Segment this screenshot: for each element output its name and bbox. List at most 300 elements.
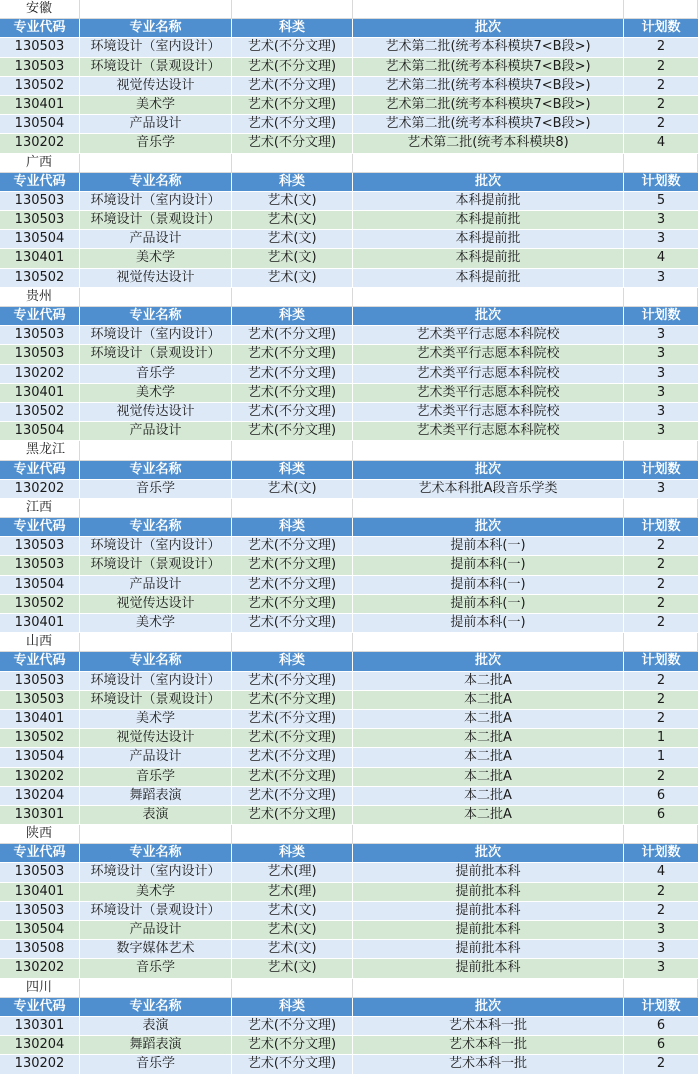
- plan-count-cell: 4: [624, 249, 698, 267]
- table-row: [0, 576, 698, 595]
- major-name-cell: 产品设计: [80, 422, 232, 440]
- major-name-cell: 美术学: [80, 614, 232, 632]
- header-subject-category: 科类: [232, 307, 353, 325]
- header-row: [0, 19, 698, 38]
- empty-cell: [624, 979, 698, 997]
- plan-count-cell: 3: [624, 211, 698, 229]
- province-name: 山西: [0, 633, 80, 651]
- province-row: [0, 0, 698, 19]
- subject-category-cell: 艺术(不分文理): [232, 403, 353, 421]
- empty-cell: [624, 0, 698, 18]
- major-name-cell: 环境设计（景观设计）: [80, 58, 232, 76]
- subject-category-cell: 艺术(不分文理): [232, 326, 353, 344]
- table-row: [0, 422, 698, 441]
- admission-batch-cell: 本科提前批: [353, 230, 624, 248]
- admission-batch-cell: 提前批本科: [353, 883, 624, 901]
- major-code-cell: 130503: [0, 38, 80, 56]
- province-row: [0, 441, 698, 460]
- table-row: [0, 192, 698, 211]
- subject-category-cell: 艺术(不分文理): [232, 96, 353, 114]
- header-plan-count: 计划数: [624, 652, 698, 670]
- plan-count-cell: 3: [624, 940, 698, 958]
- subject-category-cell: 艺术(文): [232, 230, 353, 248]
- admission-batch-cell: 本二批A: [353, 768, 624, 786]
- province-name: 四川: [0, 979, 80, 997]
- major-code-cell: 130202: [0, 480, 80, 498]
- empty-cell: [624, 154, 698, 172]
- major-name-cell: 美术学: [80, 883, 232, 901]
- major-code-cell: 130502: [0, 403, 80, 421]
- plan-count-cell: 1: [624, 748, 698, 766]
- admission-batch-cell: 艺术本科一批: [353, 1036, 624, 1054]
- header-plan-count: 计划数: [624, 461, 698, 479]
- major-code-cell: 130503: [0, 902, 80, 920]
- major-name-cell: 环境设计（景观设计）: [80, 691, 232, 709]
- header-subject-category: 科类: [232, 844, 353, 862]
- subject-category-cell: 艺术(理): [232, 883, 353, 901]
- header-row: [0, 844, 698, 863]
- major-name-cell: 视觉传达设计: [80, 403, 232, 421]
- plan-count-cell: 2: [624, 115, 698, 133]
- subject-category-cell: 艺术(文): [232, 192, 353, 210]
- header-row: [0, 307, 698, 326]
- plan-count-cell: 3: [624, 921, 698, 939]
- table-row: [0, 729, 698, 748]
- header-major-name: 专业名称: [80, 518, 232, 536]
- header-admission-batch: 批次: [353, 461, 624, 479]
- table-row: [0, 269, 698, 288]
- empty-cell: [232, 441, 353, 459]
- subject-category-cell: 艺术(不分文理): [232, 614, 353, 632]
- table-row: [0, 537, 698, 556]
- subject-category-cell: 艺术(不分文理): [232, 576, 353, 594]
- major-name-cell: 美术学: [80, 384, 232, 402]
- admission-batch-cell: 提前本科(一): [353, 537, 624, 555]
- header-admission-batch: 批次: [353, 518, 624, 536]
- table-row: [0, 710, 698, 729]
- table-row: [0, 863, 698, 882]
- empty-cell: [80, 154, 232, 172]
- header-subject-category: 科类: [232, 19, 353, 37]
- empty-cell: [624, 441, 698, 459]
- admission-batch-cell: 本二批A: [353, 806, 624, 824]
- subject-category-cell: 艺术(不分文理): [232, 710, 353, 728]
- major-code-cell: 130502: [0, 595, 80, 613]
- major-name-cell: 视觉传达设计: [80, 595, 232, 613]
- subject-category-cell: 艺术(文): [232, 211, 353, 229]
- header-plan-count: 计划数: [624, 307, 698, 325]
- admission-batch-cell: 本二批A: [353, 748, 624, 766]
- table-row: [0, 58, 698, 77]
- table-row: [0, 940, 698, 959]
- admission-batch-cell: 提前批本科: [353, 940, 624, 958]
- admission-batch-cell: 艺术本科一批: [353, 1017, 624, 1035]
- header-row: [0, 461, 698, 480]
- major-name-cell: 视觉传达设计: [80, 269, 232, 287]
- plan-count-cell: 6: [624, 1036, 698, 1054]
- admission-batch-cell: 提前本科(一): [353, 595, 624, 613]
- header-major-name: 专业名称: [80, 844, 232, 862]
- empty-cell: [353, 499, 624, 517]
- header-admission-batch: 批次: [353, 844, 624, 862]
- major-name-cell: 舞蹈表演: [80, 1036, 232, 1054]
- empty-cell: [80, 633, 232, 651]
- header-major-code: 专业代码: [0, 998, 80, 1016]
- plan-count-cell: 6: [624, 1017, 698, 1035]
- major-code-cell: 130202: [0, 1055, 80, 1073]
- admission-batch-cell: 本二批A: [353, 787, 624, 805]
- admission-batch-cell: 艺术类平行志愿本科院校: [353, 345, 624, 363]
- major-code-cell: 130503: [0, 672, 80, 690]
- major-code-cell: 130504: [0, 576, 80, 594]
- plan-count-cell: 2: [624, 902, 698, 920]
- plan-count-cell: 2: [624, 556, 698, 574]
- table-row: [0, 249, 698, 268]
- province-row: [0, 633, 698, 652]
- admission-batch-cell: 艺术类平行志愿本科院校: [353, 422, 624, 440]
- table-row: [0, 384, 698, 403]
- subject-category-cell: 艺术(不分文理): [232, 691, 353, 709]
- admission-batch-cell: 艺术类平行志愿本科院校: [353, 403, 624, 421]
- table-row: [0, 902, 698, 921]
- empty-cell: [232, 499, 353, 517]
- empty-cell: [80, 288, 232, 306]
- header-subject-category: 科类: [232, 652, 353, 670]
- major-name-cell: 产品设计: [80, 921, 232, 939]
- province-name: 广西: [0, 154, 80, 172]
- major-code-cell: 130503: [0, 863, 80, 881]
- major-code-cell: 130504: [0, 422, 80, 440]
- plan-count-cell: 3: [624, 230, 698, 248]
- major-code-cell: 130503: [0, 58, 80, 76]
- empty-cell: [353, 288, 624, 306]
- major-code-cell: 130401: [0, 883, 80, 901]
- table-row: [0, 38, 698, 57]
- header-plan-count: 计划数: [624, 19, 698, 37]
- admission-batch-cell: 提前批本科: [353, 863, 624, 881]
- empty-cell: [80, 499, 232, 517]
- major-code-cell: 130202: [0, 365, 80, 383]
- header-major-code: 专业代码: [0, 652, 80, 670]
- province-name: 江西: [0, 499, 80, 517]
- subject-category-cell: 艺术(不分文理): [232, 768, 353, 786]
- plan-count-cell: 3: [624, 365, 698, 383]
- plan-count-cell: 2: [624, 38, 698, 56]
- plan-count-cell: 2: [624, 672, 698, 690]
- empty-cell: [353, 154, 624, 172]
- header-major-code: 专业代码: [0, 19, 80, 37]
- admission-batch-cell: 艺术第二批(统考本科模块7<B段>): [353, 115, 624, 133]
- province-row: [0, 979, 698, 998]
- empty-cell: [80, 825, 232, 843]
- table-row: [0, 115, 698, 134]
- table-row: [0, 1017, 698, 1036]
- subject-category-cell: 艺术(不分文理): [232, 58, 353, 76]
- major-code-cell: 130401: [0, 96, 80, 114]
- table-row: [0, 806, 698, 825]
- major-code-cell: 130204: [0, 1036, 80, 1054]
- plan-count-cell: 3: [624, 422, 698, 440]
- header-major-code: 专业代码: [0, 461, 80, 479]
- table-row: [0, 595, 698, 614]
- subject-category-cell: 艺术(不分文理): [232, 1036, 353, 1054]
- admission-batch-cell: 艺术类平行志愿本科院校: [353, 365, 624, 383]
- admission-batch-cell: 本科提前批: [353, 211, 624, 229]
- table-row: [0, 883, 698, 902]
- header-major-name: 专业名称: [80, 173, 232, 191]
- header-subject-category: 科类: [232, 173, 353, 191]
- subject-category-cell: 艺术(文): [232, 249, 353, 267]
- subject-category-cell: 艺术(不分文理): [232, 134, 353, 152]
- major-name-cell: 数字媒体艺术: [80, 940, 232, 958]
- subject-category-cell: 艺术(不分文理): [232, 556, 353, 574]
- admission-batch-cell: 本科提前批: [353, 192, 624, 210]
- header-plan-count: 计划数: [624, 518, 698, 536]
- major-code-cell: 130401: [0, 614, 80, 632]
- major-code-cell: 130503: [0, 537, 80, 555]
- empty-cell: [624, 825, 698, 843]
- table-row: [0, 768, 698, 787]
- table-row: [0, 691, 698, 710]
- plan-count-cell: 2: [624, 77, 698, 95]
- empty-cell: [232, 825, 353, 843]
- header-subject-category: 科类: [232, 518, 353, 536]
- plan-count-cell: 2: [624, 96, 698, 114]
- major-code-cell: 130502: [0, 729, 80, 747]
- major-code-cell: 130301: [0, 806, 80, 824]
- header-plan-count: 计划数: [624, 998, 698, 1016]
- major-code-cell: 130204: [0, 787, 80, 805]
- header-major-name: 专业名称: [80, 998, 232, 1016]
- major-code-cell: 130504: [0, 115, 80, 133]
- empty-cell: [353, 0, 624, 18]
- subject-category-cell: 艺术(不分文理): [232, 672, 353, 690]
- plan-count-cell: 3: [624, 959, 698, 977]
- admission-batch-cell: 提前批本科: [353, 921, 624, 939]
- subject-category-cell: 艺术(文): [232, 902, 353, 920]
- province-name: 安徽: [0, 0, 80, 18]
- empty-cell: [232, 979, 353, 997]
- major-name-cell: 美术学: [80, 249, 232, 267]
- header-admission-batch: 批次: [353, 173, 624, 191]
- table-row: [0, 345, 698, 364]
- admission-batch-cell: 艺术本科一批: [353, 1055, 624, 1073]
- major-name-cell: 产品设计: [80, 115, 232, 133]
- subject-category-cell: 艺术(不分文理): [232, 595, 353, 613]
- empty-cell: [353, 441, 624, 459]
- header-row: [0, 518, 698, 537]
- major-code-cell: 130401: [0, 249, 80, 267]
- major-code-cell: 130503: [0, 192, 80, 210]
- major-name-cell: 环境设计（景观设计）: [80, 345, 232, 363]
- major-name-cell: 环境设计（室内设计）: [80, 38, 232, 56]
- header-admission-batch: 批次: [353, 307, 624, 325]
- major-code-cell: 130503: [0, 326, 80, 344]
- subject-category-cell: 艺术(文): [232, 269, 353, 287]
- admission-batch-cell: 提前本科(一): [353, 614, 624, 632]
- plan-count-cell: 4: [624, 134, 698, 152]
- header-major-code: 专业代码: [0, 844, 80, 862]
- major-code-cell: 130401: [0, 710, 80, 728]
- subject-category-cell: 艺术(不分文理): [232, 77, 353, 95]
- major-name-cell: 环境设计（景观设计）: [80, 556, 232, 574]
- subject-category-cell: 艺术(不分文理): [232, 384, 353, 402]
- header-major-code: 专业代码: [0, 173, 80, 191]
- admission-batch-cell: 提前批本科: [353, 902, 624, 920]
- major-name-cell: 表演: [80, 1017, 232, 1035]
- empty-cell: [353, 979, 624, 997]
- table-row: [0, 556, 698, 575]
- major-name-cell: 环境设计（室内设计）: [80, 326, 232, 344]
- major-name-cell: 美术学: [80, 710, 232, 728]
- major-name-cell: 环境设计（室内设计）: [80, 672, 232, 690]
- table-row: [0, 959, 698, 978]
- major-code-cell: 130503: [0, 211, 80, 229]
- major-name-cell: 音乐学: [80, 480, 232, 498]
- plan-count-cell: 2: [624, 576, 698, 594]
- plan-count-cell: 3: [624, 326, 698, 344]
- plan-count-cell: 2: [624, 883, 698, 901]
- province-row: [0, 154, 698, 173]
- major-code-cell: 130503: [0, 345, 80, 363]
- table-row: [0, 96, 698, 115]
- major-name-cell: 音乐学: [80, 959, 232, 977]
- major-code-cell: 130504: [0, 230, 80, 248]
- plan-count-cell: 1: [624, 729, 698, 747]
- major-name-cell: 表演: [80, 806, 232, 824]
- table-row: [0, 921, 698, 940]
- major-name-cell: 美术学: [80, 96, 232, 114]
- subject-category-cell: 艺术(不分文理): [232, 422, 353, 440]
- header-plan-count: 计划数: [624, 844, 698, 862]
- admission-batch-cell: 本二批A: [353, 710, 624, 728]
- major-name-cell: 环境设计（景观设计）: [80, 211, 232, 229]
- empty-cell: [232, 154, 353, 172]
- major-code-cell: 130503: [0, 556, 80, 574]
- major-code-cell: 130508: [0, 940, 80, 958]
- subject-category-cell: 艺术(不分文理): [232, 115, 353, 133]
- major-name-cell: 舞蹈表演: [80, 787, 232, 805]
- empty-cell: [80, 979, 232, 997]
- empty-cell: [624, 499, 698, 517]
- header-major-name: 专业名称: [80, 307, 232, 325]
- admission-batch-cell: 艺术第二批(统考本科模块7<B段>): [353, 58, 624, 76]
- subject-category-cell: 艺术(文): [232, 959, 353, 977]
- table-row: [0, 403, 698, 422]
- subject-category-cell: 艺术(不分文理): [232, 345, 353, 363]
- plan-count-cell: 3: [624, 269, 698, 287]
- major-code-cell: 130504: [0, 748, 80, 766]
- plan-count-cell: 2: [624, 537, 698, 555]
- major-name-cell: 音乐学: [80, 768, 232, 786]
- admission-batch-cell: 本科提前批: [353, 269, 624, 287]
- empty-cell: [80, 441, 232, 459]
- table-row: [0, 614, 698, 633]
- header-major-name: 专业名称: [80, 652, 232, 670]
- plan-count-cell: 2: [624, 595, 698, 613]
- plan-count-cell: 5: [624, 192, 698, 210]
- province-row: [0, 288, 698, 307]
- table-row: [0, 77, 698, 96]
- table-row: [0, 230, 698, 249]
- plan-count-cell: 3: [624, 384, 698, 402]
- subject-category-cell: 艺术(不分文理): [232, 729, 353, 747]
- subject-category-cell: 艺术(不分文理): [232, 1055, 353, 1073]
- province-name: 陕西: [0, 825, 80, 843]
- subject-category-cell: 艺术(不分文理): [232, 806, 353, 824]
- empty-cell: [232, 0, 353, 18]
- empty-cell: [232, 633, 353, 651]
- subject-category-cell: 艺术(不分文理): [232, 787, 353, 805]
- admission-batch-cell: 本二批A: [353, 729, 624, 747]
- major-name-cell: 产品设计: [80, 748, 232, 766]
- admission-batch-cell: 提前批本科: [353, 959, 624, 977]
- major-code-cell: 130502: [0, 269, 80, 287]
- empty-cell: [353, 825, 624, 843]
- admission-batch-cell: 艺术第二批(统考本科模块7<B段>): [353, 96, 624, 114]
- table-row: [0, 672, 698, 691]
- major-name-cell: 视觉传达设计: [80, 729, 232, 747]
- admission-batch-cell: 本二批A: [353, 672, 624, 690]
- major-code-cell: 130301: [0, 1017, 80, 1035]
- admission-batch-cell: 艺术类平行志愿本科院校: [353, 384, 624, 402]
- province-row: [0, 825, 698, 844]
- admission-batch-cell: 艺术第二批(统考本科模块7<B段>): [353, 77, 624, 95]
- subject-category-cell: 艺术(文): [232, 480, 353, 498]
- admission-batch-cell: 艺术第二批(统考本科模块8): [353, 134, 624, 152]
- major-name-cell: 环境设计（景观设计）: [80, 902, 232, 920]
- major-code-cell: 130401: [0, 384, 80, 402]
- header-major-name: 专业名称: [80, 461, 232, 479]
- header-row: [0, 998, 698, 1017]
- table-row: [0, 1036, 698, 1055]
- header-plan-count: 计划数: [624, 173, 698, 191]
- plan-count-cell: 4: [624, 863, 698, 881]
- plan-count-cell: 2: [624, 58, 698, 76]
- admission-batch-cell: 本科提前批: [353, 249, 624, 267]
- admission-batch-cell: 艺术本科批A段音乐学类: [353, 480, 624, 498]
- admission-batch-cell: 本二批A: [353, 691, 624, 709]
- major-name-cell: 视觉传达设计: [80, 77, 232, 95]
- subject-category-cell: 艺术(理): [232, 863, 353, 881]
- province-name: 黑龙江: [0, 441, 80, 459]
- header-major-name: 专业名称: [80, 19, 232, 37]
- table-row: [0, 787, 698, 806]
- empty-cell: [353, 633, 624, 651]
- major-code-cell: 130202: [0, 134, 80, 152]
- header-admission-batch: 批次: [353, 19, 624, 37]
- plan-count-cell: 3: [624, 480, 698, 498]
- province-row: [0, 499, 698, 518]
- major-name-cell: 产品设计: [80, 230, 232, 248]
- subject-category-cell: 艺术(文): [232, 940, 353, 958]
- header-major-code: 专业代码: [0, 307, 80, 325]
- subject-category-cell: 艺术(不分文理): [232, 748, 353, 766]
- major-code-cell: 130504: [0, 921, 80, 939]
- major-code-cell: 130502: [0, 77, 80, 95]
- header-row: [0, 652, 698, 671]
- major-code-cell: 130202: [0, 959, 80, 977]
- table-row: [0, 134, 698, 153]
- major-code-cell: 130202: [0, 768, 80, 786]
- major-name-cell: 环境设计（室内设计）: [80, 537, 232, 555]
- table-row: [0, 480, 698, 499]
- header-row: [0, 173, 698, 192]
- admission-batch-cell: 提前本科(一): [353, 556, 624, 574]
- major-name-cell: 环境设计（室内设计）: [80, 863, 232, 881]
- admission-batch-cell: 艺术第二批(统考本科模块7<B段>): [353, 38, 624, 56]
- plan-count-cell: 3: [624, 403, 698, 421]
